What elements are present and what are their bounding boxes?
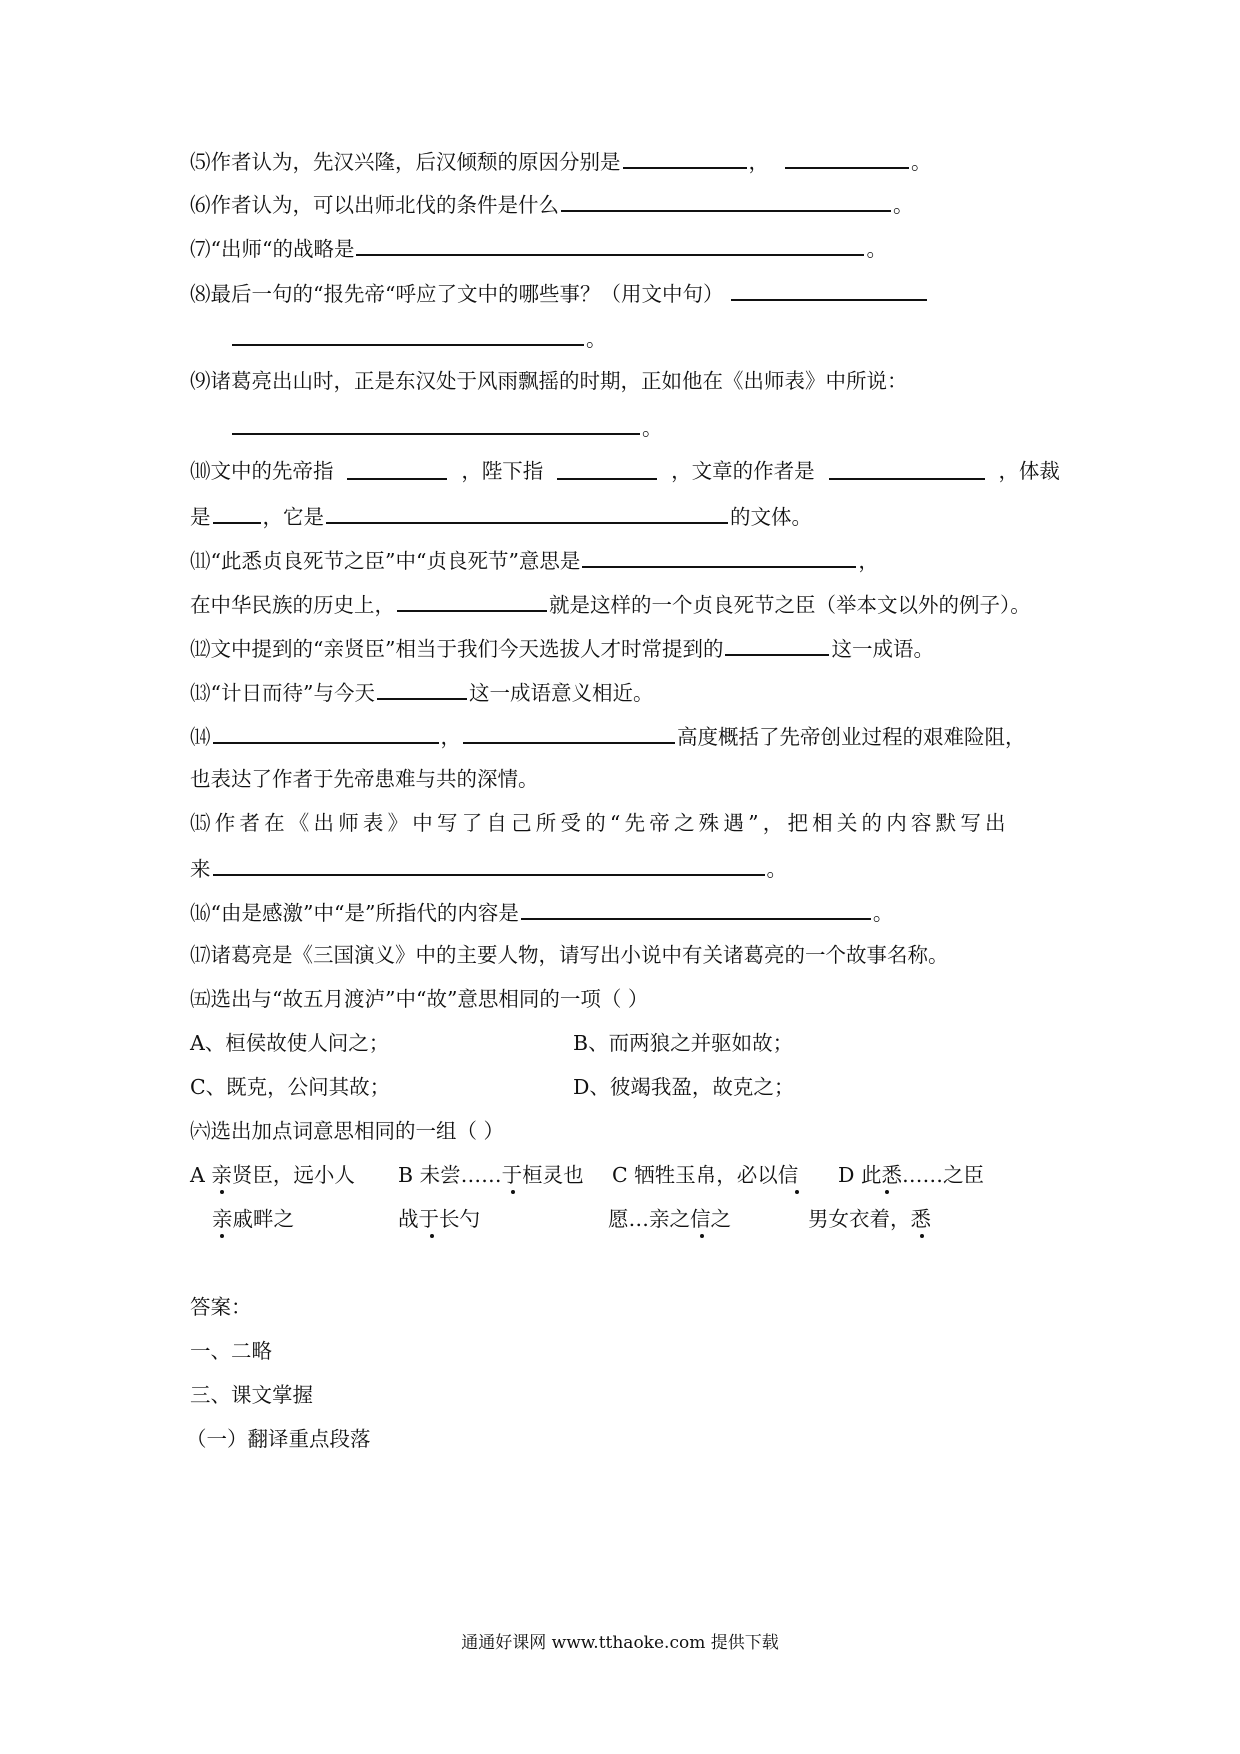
answer-blank[interactable]	[557, 456, 657, 480]
answers-line-1: 一、二略	[190, 1339, 272, 1363]
option-c-line1[interactable]: C 牺牲玉帛，必以信	[612, 1163, 799, 1187]
answers-title: 答案：	[190, 1295, 252, 1319]
option-a-line2: 亲戚畔之	[212, 1207, 294, 1231]
answer-blank[interactable]	[463, 720, 675, 744]
answer-blank[interactable]	[213, 720, 439, 744]
option-d-line1[interactable]: D 此悉……之臣	[838, 1163, 984, 1187]
question-8-continuation: 。	[230, 322, 1100, 354]
option-c-line2: 愿…亲之信之	[608, 1207, 731, 1231]
answers-line-2: 三、课文掌握	[190, 1383, 313, 1407]
section-6-prompt: ㈥选出加点词意思相同的一组（ ）	[190, 1119, 505, 1143]
question-9-continuation: 。	[230, 411, 1100, 443]
answer-blank[interactable]	[397, 588, 547, 612]
answer-blank[interactable]	[213, 500, 261, 524]
answer-blank[interactable]	[232, 411, 640, 435]
question-13: ⒀“计日而待”与今天 这一成语意义相近。	[190, 676, 1060, 708]
emphasis-dot	[920, 1234, 924, 1238]
answer-blank[interactable]	[731, 277, 927, 301]
answer-blank[interactable]	[213, 852, 765, 876]
question-7-text: ⑺“出师“的战略是	[190, 237, 355, 261]
emphasis-dot	[795, 1190, 799, 1194]
answer-blank[interactable]	[582, 544, 856, 568]
question-17: ⒄诸葛亮是《三国演义》中的主要人物，请写出小说中有关诸葛亮的一个故事名称。	[190, 943, 949, 967]
option-a-line1[interactable]: A 亲贤臣，远小人	[190, 1163, 355, 1187]
answer-blank[interactable]	[326, 500, 728, 524]
option-b-line1[interactable]: B 未尝……于桓灵也	[398, 1163, 584, 1187]
answer-blank[interactable]	[785, 145, 909, 169]
question-10-continuation: 是 ，它是 的文体。	[190, 500, 1060, 532]
answer-blank[interactable]	[561, 188, 891, 212]
question-5: ⑸作者认为，先汉兴隆，后汉倾颓的原因分别是 ， 。	[190, 145, 1060, 177]
answer-blank[interactable]	[829, 456, 985, 480]
question-15: ⒂作者在《出师表》中写了自己所受的“先帝之殊遇”，把相关的内容默写出	[190, 811, 1010, 835]
question-8	[190, 277, 1060, 309]
section-5-prompt: ㈤选出与“故五月渡泸”中“故”意思相同的一项（ ）	[190, 987, 649, 1011]
option-d-line2: 男女衣着，悉	[808, 1207, 931, 1231]
answer-blank[interactable]	[377, 676, 467, 700]
option-d[interactable]: D、彼竭我盈，故克之；	[573, 1075, 795, 1099]
question-16: ⒃“由是感激”中“是”所指代的内容是 。	[190, 896, 1060, 928]
question-11-continuation: 在中华民族的历史上， 就是这样的一个贞良死节之臣（举本文以外的例子）。	[190, 588, 1060, 620]
emphasis-dot	[885, 1190, 889, 1194]
answers-line-3: （一）翻译重点段落	[186, 1427, 371, 1451]
emphasis-dot	[220, 1190, 224, 1194]
answer-blank[interactable]	[725, 632, 829, 656]
answer-blank[interactable]	[232, 322, 584, 346]
question-8-text: ⑻最后一句的“报先帝“呼应了文中的哪些事？（用文中句）	[190, 282, 724, 306]
emphasis-dot	[430, 1234, 434, 1238]
question-5-text: ⑸作者认为，先汉兴隆，后汉倾颓的原因分别是	[190, 150, 621, 174]
question-9	[190, 366, 1060, 396]
option-c[interactable]: C、既克，公问其故；	[190, 1075, 391, 1099]
emphasis-dot	[220, 1234, 224, 1238]
emphasis-dot	[511, 1190, 515, 1194]
answer-blank[interactable]	[356, 232, 864, 256]
answer-blank[interactable]	[623, 145, 747, 169]
answer-blank[interactable]	[521, 896, 871, 920]
question-6-text: ⑹作者认为，可以出师北伐的条件是什么	[190, 193, 559, 217]
answer-blank[interactable]	[347, 456, 447, 480]
emphasis-dot	[700, 1234, 704, 1238]
option-b[interactable]: B、而两狼之并驱如故；	[573, 1031, 794, 1055]
question-7: ⑺“出师“的战略是 。	[190, 232, 1060, 264]
question-6: ⑹作者认为，可以出师北伐的条件是什么 。	[190, 188, 1060, 220]
question-9-text: ⑼诸葛亮出山时，正是东汉处于风雨飘摇的时期，正如他在《出师表》中所说：	[190, 369, 908, 393]
option-a[interactable]: A、桓侯故使人问之；	[190, 1031, 390, 1055]
question-14-continuation: 也表达了作者于先帝患难与共的深情。	[190, 767, 539, 791]
option-b-line2: 战于长勺	[398, 1207, 480, 1231]
page-footer: 通通好课网 www.tthaoke.com 提供下载	[461, 1633, 779, 1653]
question-10: ⑽文中的先帝指 ，陛下指 ，文章的作者是 ，体裁	[190, 456, 1060, 486]
question-12: ⑿文中提到的“亲贤臣”相当于我们今天选拔人才时常提到的 这一成语。	[190, 632, 1060, 664]
question-11: ⑾“此悉贞良死节之臣”中“贞良死节”意思是 ，	[190, 544, 1060, 576]
question-14: ⒁ ， 高度概括了先帝创业过程的艰难险阻，	[190, 720, 1060, 752]
question-15-continuation: 来 。	[190, 852, 1060, 884]
